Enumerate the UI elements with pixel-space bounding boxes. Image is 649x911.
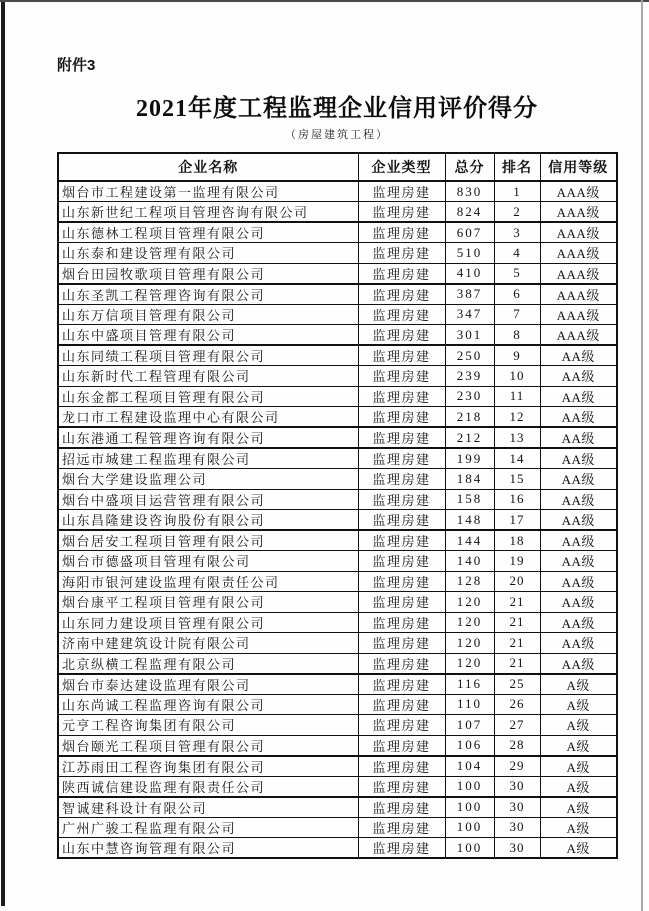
table-row bbox=[58, 817, 617, 838]
cell-credit-grade: AAA级 bbox=[540, 304, 617, 325]
cell-total-score: 100 bbox=[445, 797, 494, 818]
table-row bbox=[58, 427, 617, 448]
cell-credit-grade: A级 bbox=[540, 776, 617, 797]
cell-total-score: 410 bbox=[445, 263, 494, 284]
score-table-header bbox=[58, 153, 617, 181]
table-row bbox=[58, 838, 617, 859]
cell-credit-grade: AAA级 bbox=[540, 263, 617, 284]
cell-company-type: 监理房建 bbox=[358, 756, 445, 777]
cell-rank: 30 bbox=[494, 797, 540, 818]
cell-rank: 18 bbox=[494, 530, 540, 551]
cell-rank: 30 bbox=[494, 817, 540, 838]
cell-credit-grade: AAA级 bbox=[540, 325, 617, 346]
cell-total-score: 239 bbox=[445, 366, 494, 387]
table-row bbox=[58, 592, 617, 613]
table-row bbox=[58, 366, 617, 387]
cell-total-score: 140 bbox=[445, 551, 494, 572]
page-subtitle: （房屋建筑工程） bbox=[285, 129, 389, 141]
table-row bbox=[58, 181, 617, 202]
cell-company-type: 监理房建 bbox=[358, 181, 445, 202]
col-header-rank: 排名 bbox=[494, 153, 540, 181]
cell-credit-grade: AAA级 bbox=[540, 181, 617, 202]
cell-credit-grade: AA级 bbox=[540, 510, 617, 531]
cell-total-score: 301 bbox=[445, 325, 494, 346]
cell-company-name: 烟台颐光工程项目管理有限公司 bbox=[58, 735, 358, 756]
cell-company-type: 监理房建 bbox=[358, 325, 445, 346]
cell-credit-grade: AA级 bbox=[540, 633, 617, 654]
cell-rank: 7 bbox=[494, 304, 540, 325]
cell-company-name: 烟台市泰达建设监理有限公司 bbox=[58, 674, 358, 695]
cell-rank: 21 bbox=[494, 612, 540, 633]
table-row bbox=[58, 407, 617, 428]
cell-company-type: 监理房建 bbox=[358, 222, 445, 243]
cell-company-type: 监理房建 bbox=[358, 345, 445, 366]
cell-company-name: 山东泰和建设管理有限公司 bbox=[58, 243, 358, 264]
cell-total-score: 128 bbox=[445, 571, 494, 592]
cell-company-type: 监理房建 bbox=[358, 427, 445, 448]
cell-total-score: 184 bbox=[445, 469, 494, 490]
cell-company-name: 山东同力建设项目管理有限公司 bbox=[58, 612, 358, 633]
cell-rank: 1 bbox=[494, 181, 540, 202]
header-row bbox=[58, 153, 617, 181]
table-row bbox=[58, 284, 617, 305]
cell-company-type: 监理房建 bbox=[358, 243, 445, 264]
cell-company-type: 监理房建 bbox=[358, 674, 445, 695]
cell-credit-grade: A级 bbox=[540, 694, 617, 715]
cell-credit-grade: AAA级 bbox=[540, 222, 617, 243]
cell-total-score: 230 bbox=[445, 386, 494, 407]
cell-rank: 28 bbox=[494, 735, 540, 756]
cell-rank: 2 bbox=[494, 202, 540, 223]
cell-total-score: 250 bbox=[445, 345, 494, 366]
table-row bbox=[58, 345, 617, 366]
cell-credit-grade: AAA级 bbox=[540, 243, 617, 264]
cell-rank: 6 bbox=[494, 284, 540, 305]
cell-credit-grade: A级 bbox=[540, 735, 617, 756]
cell-company-name: 山东同绩工程项目管理有限公司 bbox=[58, 345, 358, 366]
cell-company-name: 山东中盛项目管理有限公司 bbox=[58, 325, 358, 346]
cell-credit-grade: AA级 bbox=[540, 427, 617, 448]
table-row bbox=[58, 735, 617, 756]
cell-rank: 26 bbox=[494, 694, 540, 715]
cell-company-name: 龙口市工程建设监理中心有限公司 bbox=[58, 407, 358, 428]
cell-credit-grade: A级 bbox=[540, 756, 617, 777]
cell-company-type: 监理房建 bbox=[358, 304, 445, 325]
cell-credit-grade: AA级 bbox=[540, 489, 617, 510]
cell-company-type: 监理房建 bbox=[358, 284, 445, 305]
cell-company-name: 烟台市工程建设第一监理有限公司 bbox=[58, 181, 358, 202]
table-row bbox=[58, 304, 617, 325]
cell-company-name: 烟台市德盛项目管理有限公司 bbox=[58, 551, 358, 572]
cell-company-type: 监理房建 bbox=[358, 448, 445, 469]
cell-rank: 30 bbox=[494, 838, 540, 859]
cell-rank: 8 bbox=[494, 325, 540, 346]
cell-company-name: 山东昌隆建设咨询股份有限公司 bbox=[58, 510, 358, 531]
table-row bbox=[58, 222, 617, 243]
cell-total-score: 347 bbox=[445, 304, 494, 325]
cell-credit-grade: A级 bbox=[540, 797, 617, 818]
attachment-label: 附件3 bbox=[57, 57, 96, 74]
cell-company-name: 山东金都工程项目管理有限公司 bbox=[58, 386, 358, 407]
cell-company-type: 监理房建 bbox=[358, 715, 445, 736]
cell-total-score: 100 bbox=[445, 776, 494, 797]
table-row bbox=[58, 715, 617, 736]
col-header-company-type: 企业类型 bbox=[358, 153, 445, 181]
cell-company-name: 山东新时代工程管理有限公司 bbox=[58, 366, 358, 387]
table-row bbox=[58, 674, 617, 695]
cell-rank: 27 bbox=[494, 715, 540, 736]
cell-company-type: 监理房建 bbox=[358, 469, 445, 490]
table-row bbox=[58, 633, 617, 654]
cell-total-score: 144 bbox=[445, 530, 494, 551]
cell-rank: 30 bbox=[494, 776, 540, 797]
cell-company-name: 烟台田园牧歌项目管理有限公司 bbox=[58, 263, 358, 284]
cell-company-name: 烟台康平工程项目管理有限公司 bbox=[58, 592, 358, 613]
cell-company-type: 监理房建 bbox=[358, 489, 445, 510]
cell-company-name: 济南中建建筑设计院有限公司 bbox=[58, 633, 358, 654]
cell-rank: 20 bbox=[494, 571, 540, 592]
cell-rank: 15 bbox=[494, 469, 540, 490]
cell-company-name: 智诚建科设计有限公司 bbox=[58, 797, 358, 818]
cell-company-name: 山东尚诚工程监理咨询有限公司 bbox=[58, 694, 358, 715]
table-row bbox=[58, 776, 617, 797]
cell-rank: 25 bbox=[494, 674, 540, 695]
cell-credit-grade: A级 bbox=[540, 838, 617, 859]
cell-company-name: 山东港通工程管理咨询有限公司 bbox=[58, 427, 358, 448]
table-row bbox=[58, 653, 617, 674]
cell-credit-grade: AA级 bbox=[540, 407, 617, 428]
table-row bbox=[58, 797, 617, 818]
cell-credit-grade: AA级 bbox=[540, 612, 617, 633]
cell-total-score: 104 bbox=[445, 756, 494, 777]
table-row bbox=[58, 243, 617, 264]
table-row bbox=[58, 448, 617, 469]
cell-total-score: 110 bbox=[445, 694, 494, 715]
cell-rank: 29 bbox=[494, 756, 540, 777]
cell-credit-grade: AA级 bbox=[540, 469, 617, 490]
table-row bbox=[58, 612, 617, 633]
cell-credit-grade: A级 bbox=[540, 817, 617, 838]
cell-total-score: 387 bbox=[445, 284, 494, 305]
cell-company-name: 山东圣凯工程管理咨询有限公司 bbox=[58, 284, 358, 305]
table-row bbox=[58, 571, 617, 592]
cell-company-name: 海阳市银河建设监理有限责任公司 bbox=[58, 571, 358, 592]
cell-company-type: 监理房建 bbox=[358, 612, 445, 633]
cell-company-type: 监理房建 bbox=[358, 653, 445, 674]
cell-total-score: 120 bbox=[445, 633, 494, 654]
cell-company-name: 广州广骏工程监理有限公司 bbox=[58, 817, 358, 838]
cell-total-score: 158 bbox=[445, 489, 494, 510]
cell-company-name: 山东德林工程项目管理有限公司 bbox=[58, 222, 358, 243]
page-title: 2021年度工程监理企业信用评价得分 bbox=[136, 96, 538, 122]
table-row bbox=[58, 694, 617, 715]
cell-company-name: 招远市城建工程监理有限公司 bbox=[58, 448, 358, 469]
cell-company-type: 监理房建 bbox=[358, 694, 445, 715]
cell-company-type: 监理房建 bbox=[358, 263, 445, 284]
table-row bbox=[58, 756, 617, 777]
scan-edge-top bbox=[0, 0, 649, 2]
cell-rank: 21 bbox=[494, 653, 540, 674]
cell-total-score: 106 bbox=[445, 735, 494, 756]
cell-rank: 14 bbox=[494, 448, 540, 469]
cell-company-type: 监理房建 bbox=[358, 776, 445, 797]
cell-credit-grade: AA级 bbox=[540, 653, 617, 674]
cell-company-name: 烟台大学建设监理公司 bbox=[58, 469, 358, 490]
cell-rank: 21 bbox=[494, 633, 540, 654]
cell-rank: 11 bbox=[494, 386, 540, 407]
cell-total-score: 148 bbox=[445, 510, 494, 531]
cell-total-score: 218 bbox=[445, 407, 494, 428]
cell-total-score: 830 bbox=[445, 181, 494, 202]
cell-credit-grade: AA级 bbox=[540, 386, 617, 407]
cell-credit-grade: AA级 bbox=[540, 345, 617, 366]
cell-total-score: 212 bbox=[445, 427, 494, 448]
cell-credit-grade: A级 bbox=[540, 674, 617, 695]
cell-total-score: 824 bbox=[445, 202, 494, 223]
col-header-credit-grade: 信用等级 bbox=[540, 153, 617, 181]
cell-company-type: 监理房建 bbox=[358, 817, 445, 838]
cell-company-name: 烟台中盛项目运营管理有限公司 bbox=[58, 489, 358, 510]
cell-company-type: 监理房建 bbox=[358, 633, 445, 654]
cell-credit-grade: AA级 bbox=[540, 551, 617, 572]
cell-rank: 10 bbox=[494, 366, 540, 387]
cell-company-type: 监理房建 bbox=[358, 735, 445, 756]
cell-company-name: 北京纵横工程监理有限公司 bbox=[58, 653, 358, 674]
cell-company-name: 元亨工程咨询集团有限公司 bbox=[58, 715, 358, 736]
cell-rank: 17 bbox=[494, 510, 540, 531]
cell-rank: 5 bbox=[494, 263, 540, 284]
cell-credit-grade: AAA级 bbox=[540, 284, 617, 305]
cell-total-score: 120 bbox=[445, 592, 494, 613]
cell-company-type: 监理房建 bbox=[358, 366, 445, 387]
score-table-body bbox=[58, 181, 617, 858]
cell-company-type: 监理房建 bbox=[358, 592, 445, 613]
score-table bbox=[57, 152, 618, 859]
cell-rank: 12 bbox=[494, 407, 540, 428]
cell-rank: 13 bbox=[494, 427, 540, 448]
cell-credit-grade: AAA级 bbox=[540, 202, 617, 223]
cell-total-score: 116 bbox=[445, 674, 494, 695]
cell-company-type: 监理房建 bbox=[358, 510, 445, 531]
table-row bbox=[58, 386, 617, 407]
cell-company-type: 监理房建 bbox=[358, 386, 445, 407]
cell-total-score: 100 bbox=[445, 838, 494, 859]
scan-edge-left bbox=[1, 0, 5, 906]
cell-company-name: 山东新世纪工程项目管理咨询有限公司 bbox=[58, 202, 358, 223]
table-row bbox=[58, 202, 617, 223]
cell-company-type: 监理房建 bbox=[358, 202, 445, 223]
cell-credit-grade: AA级 bbox=[540, 448, 617, 469]
cell-total-score: 120 bbox=[445, 653, 494, 674]
table-row bbox=[58, 263, 617, 284]
table-row bbox=[58, 530, 617, 551]
cell-rank: 3 bbox=[494, 222, 540, 243]
cell-rank: 19 bbox=[494, 551, 540, 572]
cell-total-score: 199 bbox=[445, 448, 494, 469]
col-header-total-score: 总分 bbox=[445, 153, 494, 181]
cell-credit-grade: AA级 bbox=[540, 366, 617, 387]
cell-rank: 9 bbox=[494, 345, 540, 366]
cell-company-type: 监理房建 bbox=[358, 571, 445, 592]
cell-company-name: 陕西诚信建设监理有限责任公司 bbox=[58, 776, 358, 797]
cell-rank: 21 bbox=[494, 592, 540, 613]
cell-rank: 16 bbox=[494, 489, 540, 510]
table-row bbox=[58, 510, 617, 531]
cell-company-name: 江苏雨田工程咨询集团有限公司 bbox=[58, 756, 358, 777]
col-header-company-name: 企业名称 bbox=[58, 153, 358, 181]
cell-company-name: 烟台居安工程项目管理有限公司 bbox=[58, 530, 358, 551]
scan-edge-right bbox=[641, 0, 643, 911]
cell-total-score: 120 bbox=[445, 612, 494, 633]
cell-company-name: 山东中慧咨询管理有限公司 bbox=[58, 838, 358, 859]
cell-company-type: 监理房建 bbox=[358, 530, 445, 551]
cell-credit-grade: A级 bbox=[540, 715, 617, 736]
table-row bbox=[58, 489, 617, 510]
cell-company-type: 监理房建 bbox=[358, 407, 445, 428]
table-row bbox=[58, 469, 617, 490]
cell-company-type: 监理房建 bbox=[358, 551, 445, 572]
cell-company-type: 监理房建 bbox=[358, 838, 445, 859]
cell-credit-grade: AA级 bbox=[540, 592, 617, 613]
cell-company-name: 山东万信项目管理有限公司 bbox=[58, 304, 358, 325]
cell-total-score: 107 bbox=[445, 715, 494, 736]
cell-credit-grade: AA级 bbox=[540, 530, 617, 551]
table-row bbox=[58, 325, 617, 346]
cell-total-score: 510 bbox=[445, 243, 494, 264]
cell-total-score: 607 bbox=[445, 222, 494, 243]
cell-rank: 4 bbox=[494, 243, 540, 264]
table-row bbox=[58, 551, 617, 572]
cell-company-type: 监理房建 bbox=[358, 797, 445, 818]
cell-credit-grade: AA级 bbox=[540, 571, 617, 592]
cell-total-score: 100 bbox=[445, 817, 494, 838]
